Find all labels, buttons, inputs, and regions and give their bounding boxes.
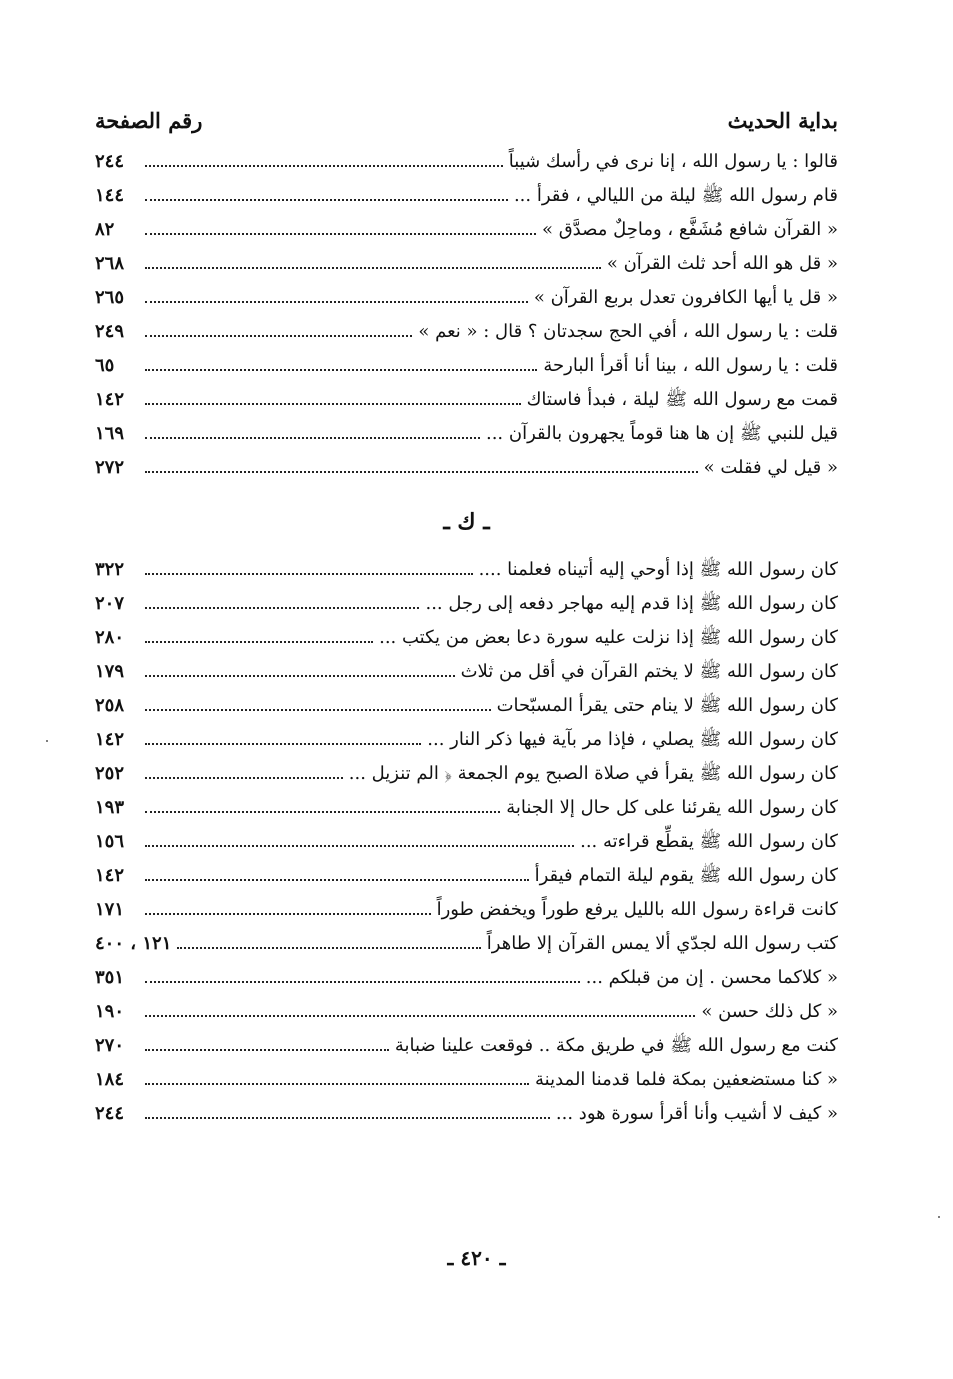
dot-leader	[145, 369, 537, 371]
dot-leader	[145, 1049, 389, 1051]
index-section-kaf	[95, 550, 838, 1128]
index-entry	[95, 142, 838, 176]
dot-leader	[145, 1015, 695, 1017]
index-entry	[95, 210, 838, 244]
index-entry	[95, 550, 838, 584]
index-section-qaf	[95, 142, 838, 482]
dot-leader	[145, 981, 580, 983]
index-entry	[95, 652, 838, 686]
dot-leader	[145, 641, 373, 643]
page-reference: ٢٧٠	[95, 1035, 125, 1056]
hadith-text: كانت قراءة رسول الله بالليل يرفع طوراً ويخفض طوراً	[436, 899, 838, 920]
hadith-text: قلت : يا رسول الله ، أفي الحج سجدتان ؟ قال : « نعم »	[418, 321, 838, 342]
dot-leader	[145, 437, 480, 439]
index-entry	[95, 1060, 838, 1094]
hadith-text: كتب رسول الله لجدّي ألا يمس القرآن إلا طاهراً	[486, 933, 838, 954]
dot-leader	[145, 709, 491, 711]
page-reference: ٦٥	[95, 355, 115, 376]
page-reference: ١٩٣	[95, 797, 125, 818]
page-reference: ٨٢	[95, 219, 115, 240]
hadith-text: قيل للنبي ﷺ إن ها هنا قوماً يجهرون بالقرآن ...	[485, 423, 838, 444]
hadith-text: قمت مع رسول الله ﷺ ليلة ، فبدأ فاستاك	[526, 389, 838, 410]
hadith-text: « القرآن شافع مُشَفَّع ، وماحِلٌ مصدَّق »	[541, 219, 838, 240]
page-reference: ٢٠٧	[95, 593, 125, 614]
page-reference: ٢٤٤	[95, 1103, 125, 1124]
page-reference: ١٩٠	[95, 1001, 125, 1022]
column-headers	[95, 108, 838, 142]
dot-leader	[145, 1083, 529, 1085]
hadith-text: « قل يا أيها الكافرون تعدل بربع القرآن »	[533, 287, 838, 308]
dot-leader	[145, 607, 419, 609]
dot-leader	[145, 573, 473, 575]
hadith-text: « كيف لا أشيب وأنا أقرأ سورة هود ...	[555, 1103, 838, 1124]
page-reference: ١٤٤	[95, 185, 125, 206]
page-reference: ١٨٤	[95, 1069, 125, 1090]
index-entry	[95, 754, 838, 788]
page-reference: ١٧١	[95, 899, 125, 920]
dot-leader	[145, 335, 412, 337]
dot-leader	[145, 471, 698, 473]
index-entry	[95, 992, 838, 1026]
hadith-text: « كلاكما محسن . إن من قبلكم ...	[585, 967, 838, 988]
index-entry	[95, 958, 838, 992]
dot-leader	[145, 743, 421, 745]
index-entry	[95, 890, 838, 924]
hadith-text: كان رسول الله ﷺ يقرأ في صلاة الصبح يوم الجمعة ﴿ الم تنزيل ...	[348, 763, 838, 784]
scan-speck	[46, 740, 48, 742]
page-number: ـ ٤٢٠ ـ	[447, 1246, 506, 1270]
page-reference: ١٦٩	[95, 423, 125, 444]
page-number-header: رقم الصفحة	[95, 108, 203, 133]
hadith-text: كان رسول الله ﷺ يقوم ليلة التمام فيقرأ	[534, 865, 838, 886]
hadith-text: « قيل لي فقلت »	[703, 457, 838, 478]
dot-leader	[145, 233, 536, 235]
page-reference: ٣٥١	[95, 967, 125, 988]
dot-leader	[145, 675, 455, 677]
section-heading-kaf: ـ ك ـ	[443, 509, 490, 535]
index-entry	[95, 176, 838, 210]
index-entry	[95, 584, 838, 618]
page-reference: ٣٢٢	[95, 559, 125, 580]
index-entry	[95, 618, 838, 652]
index-entry	[95, 1094, 838, 1128]
page-reference: ٢٤٩	[95, 321, 125, 342]
hadith-text: قام رسول الله ﷺ ليلة من الليالي ، فقرأ ...	[513, 185, 838, 206]
page-reference: ١٥٦	[95, 831, 125, 852]
index-entry	[95, 448, 838, 482]
dot-leader	[145, 403, 521, 405]
index-entry	[95, 346, 838, 380]
hadith-beginning-header: بداية الحديث	[727, 108, 838, 133]
index-entry	[95, 312, 838, 346]
hadith-text: كان رسول الله ﷺ إذا نزلت عليه سورة دعا بعض من يكتب ...	[379, 627, 838, 648]
index-entry	[95, 380, 838, 414]
dot-leader	[145, 811, 500, 813]
dot-leader	[145, 199, 508, 201]
hadith-text: « قل هو الله أحد ثلث القرآن »	[606, 253, 838, 274]
hadith-text: كنت مع رسول الله ﷺ في طريق مكة .. فوقعت علينا ضبابة	[394, 1035, 838, 1056]
page-reference: ٢٨٠	[95, 627, 125, 648]
page-reference: ٢٥٢	[95, 763, 125, 784]
hadith-text: كان رسول الله يقرئنا على كل حال إلا الجنابة	[506, 797, 838, 818]
hadith-text: قالوا : يا رسول الله ، إنا نرى في رأسك شيباً	[508, 151, 838, 172]
index-page	[95, 108, 838, 1128]
index-entry	[95, 686, 838, 720]
hadith-text: قلت : يا رسول الله ، بينا أنا أقرأ البارحة	[543, 355, 838, 376]
index-entry	[95, 788, 838, 822]
page-reference: ١٢١ ، ٤٠٠	[95, 933, 172, 954]
dot-leader	[145, 845, 574, 847]
page-reference: ٢٧٢	[95, 457, 125, 478]
page-reference: ٢٦٥	[95, 287, 125, 308]
hadith-text: كان رسول الله ﷺ يقطِّع قراءته ...	[580, 831, 838, 852]
hadith-text: « كل ذلك حسن »	[701, 1001, 838, 1022]
index-entry	[95, 1026, 838, 1060]
index-entry	[95, 720, 838, 754]
dot-leader	[145, 267, 601, 269]
scan-speck	[938, 1216, 940, 1218]
page-reference: ١٤٢	[95, 729, 125, 750]
index-entry	[95, 278, 838, 312]
index-entry	[95, 924, 838, 958]
hadith-text: « كنا مستضعفين بمكة فلما قدمنا المدينة	[535, 1069, 838, 1090]
page-reference: ٢٤٤	[95, 151, 125, 172]
page-reference: ١٧٩	[95, 661, 125, 682]
index-entry	[95, 822, 838, 856]
page-reference: ١٤٢	[95, 389, 125, 410]
dot-leader	[145, 913, 431, 915]
dot-leader	[145, 165, 503, 167]
page-reference: ١٤٢	[95, 865, 125, 886]
hadith-text: كان رسول الله ﷺ إذا أوحي إليه أتيناه فعلمنا ....	[478, 559, 838, 580]
index-entry	[95, 244, 838, 278]
dot-leader	[177, 947, 480, 949]
page-reference: ٢٦٨	[95, 253, 125, 274]
hadith-text: كان رسول الله ﷺ لا يختم القرآن في أقل من ثلاث	[460, 661, 838, 682]
index-entry	[95, 414, 838, 448]
hadith-text: كان رسول الله ﷺ لا ينام حتى يقرأ المسبّحات	[496, 695, 838, 716]
index-entry	[95, 856, 838, 890]
dot-leader	[145, 777, 343, 779]
dot-leader	[145, 1117, 550, 1119]
hadith-text: كان رسول الله ﷺ إذا قدم إليه مهاجر دفعه إلى رجل ...	[425, 593, 838, 614]
hadith-text: كان رسول الله ﷺ يصلي ، فإذا مر بآية فيها ذكر النار ...	[427, 729, 838, 750]
dot-leader	[145, 301, 528, 303]
page-reference: ٢٥٨	[95, 695, 125, 716]
dot-leader	[145, 879, 529, 881]
